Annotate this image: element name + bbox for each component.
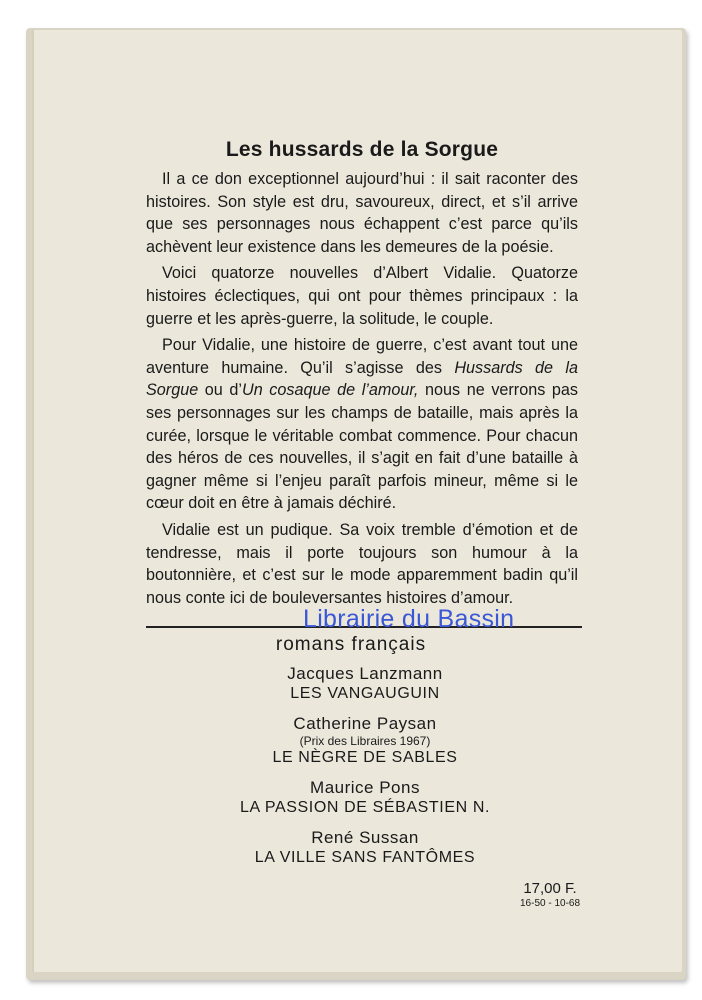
related-book — [200, 828, 530, 868]
book-title: Les hussards de la Sorgue — [225, 138, 499, 161]
related-book — [200, 664, 530, 704]
book-title-entry: LES VANGAUGUIN — [290, 685, 440, 702]
paragraph-4: Vidalie est un pudique. Sa voix tremble d’émotion et de tendresse, mais il porte toujours son humour à la boutonnière, et c’est sur le mode apparemment badin qu’il nous conte ici de bouleversantes histoires d’amour. — [146, 520, 578, 607]
book-author: Catherine Paysan — [293, 714, 437, 733]
blurb — [146, 138, 578, 613]
book-title-entry: LE NÈGRE DE SABLES — [272, 749, 458, 766]
price-block — [520, 880, 580, 909]
related-book — [200, 778, 530, 818]
book-author: René Sussan — [311, 828, 419, 847]
series-name: romans français — [275, 634, 427, 655]
book-title-entry: LA VILLE SANS FANTÔMES — [254, 849, 476, 866]
book-author: Maurice Pons — [310, 778, 420, 797]
price: 17,00 F. — [523, 880, 577, 897]
bookseller-watermark: Librairie du Bassin — [303, 605, 515, 633]
book-award-note: (Prix des Libraires 1967) — [299, 734, 431, 748]
paragraph-2: Voici quatorze nouvelles d’Albert Vidalie. Quatorze histoires éclectiques, qui ont pour thèmes principaux : la guerre et les après-guerre, la solitude, le couple. — [146, 264, 578, 328]
book-title-entry: LA PASSION DE SÉBASTIEN N. — [239, 799, 491, 816]
paragraph-3 — [146, 334, 578, 515]
related-book — [200, 714, 530, 768]
italic-title-1: Hussards de la Sorgue — [146, 358, 578, 400]
related-books-list — [200, 664, 530, 878]
paragraph-3-part-c: nous ne verrons pas ses personnages sur les champs de bataille, mais après la curée, lorsque le véritable combat commence. Pour chacun des héros de ces nouvelles, il s’agit en fait d’une bataille à gagner même si l’enjeu paraît parfois mineur, même si le cœur doit en être à jamais déchiré. — [146, 381, 578, 513]
paragraph-1: Il a ce don exceptionnel aujourd’hui : il sait raconter des histoires. Son style est dru, savoureux, direct, et s’il arrive que ses personnages nous échappent c’est parce qu’ils achèvent leur existence dans les demeures de la poésie. — [146, 170, 578, 256]
italic-title-2: Un cosaque de l’amour, — [242, 381, 419, 400]
book-author: Jacques Lanzmann — [287, 664, 443, 683]
paragraph-3-part-b: ou d’ — [198, 381, 243, 400]
price-code: 16-50 - 10-68 — [520, 898, 581, 909]
paragraph-3-part-a: Pour Vidalie, une histoire de guerre, c’est avant tout une aventure humaine. Qu’il s’agisse des — [146, 336, 578, 377]
